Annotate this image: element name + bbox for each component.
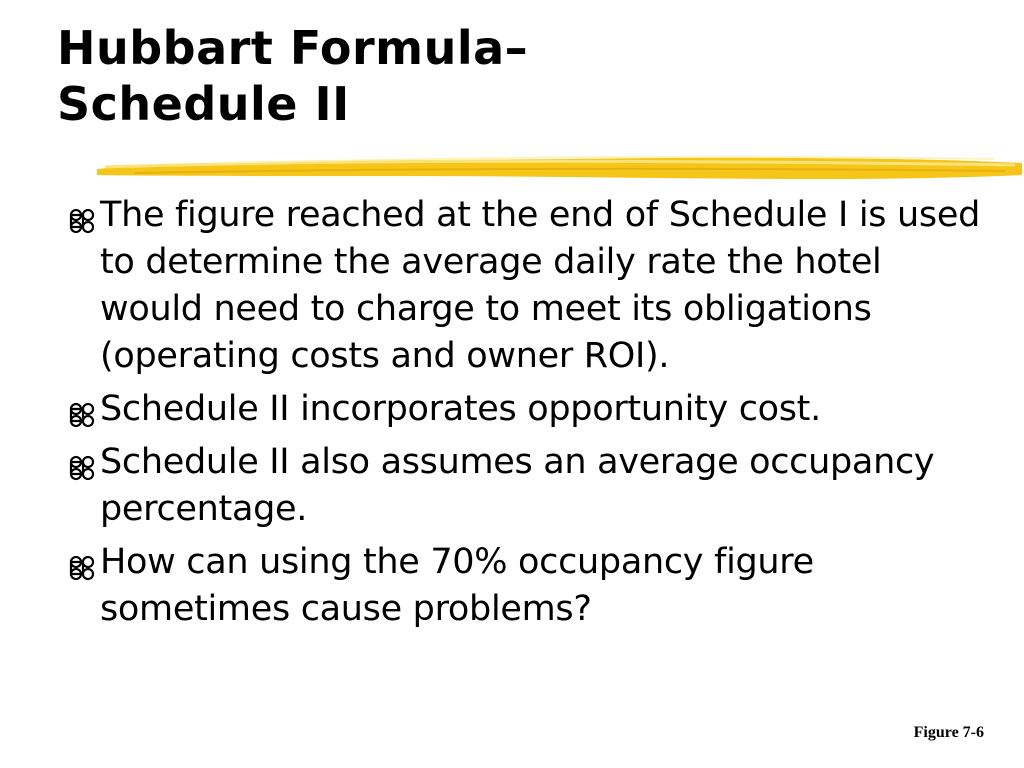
bullet-text: Schedule II also assumes an average occupancy percentage. [100,442,935,529]
list-item [62,439,992,533]
bullet-text: Schedule II incorporates opportunity cost. [100,389,821,429]
slide-title-line-2: Schedule II [57,77,350,131]
slide-title [57,20,528,132]
command-key-icon [62,551,100,581]
list-item [62,539,992,633]
bullet-text: The figure reached at the end of Schedule I is used to determine the average daily rate the hotel would need to charge to meet its obligations (operating costs and owner ROI). [100,195,980,376]
command-key-icon [62,451,100,481]
command-key-icon [62,398,100,428]
slide-title-line-1: Hubbart Formula– [57,21,529,75]
list-item [62,386,992,433]
bullet-list [62,192,992,639]
command-key-icon [62,204,100,234]
brush-stroke-divider [95,145,1024,187]
bullet-text: How can using the 70% occupancy figure sometimes cause problems? [100,542,814,629]
list-item [62,192,992,380]
figure-caption: Figure 7-6 [913,724,984,741]
